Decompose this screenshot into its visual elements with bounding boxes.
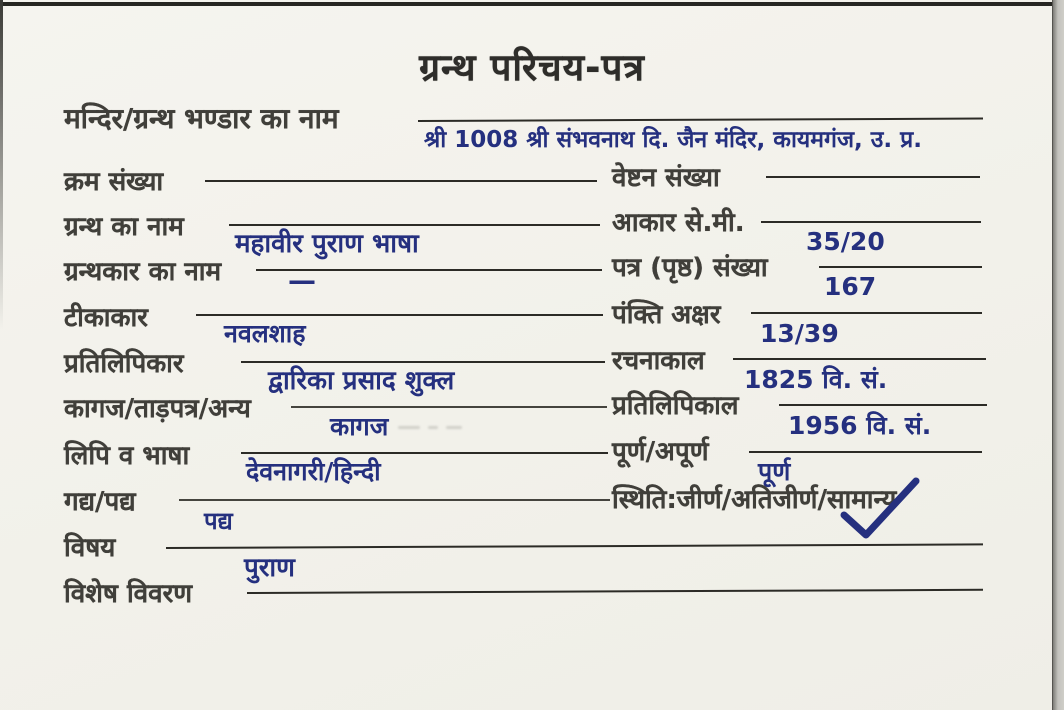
field-value-material: कागज [330,412,389,441]
field-value-copyist: द्वारिका प्रसाद शुक्ल [268,366,455,396]
field-line-subject [166,543,983,549]
field-line-copy-date [779,404,987,406]
field-label-complete-incomplete: पूर्ण/अपूर्ण [612,437,709,467]
field-label-composition-date: रचनाकाल [612,346,705,376]
field-line-special-details [247,589,983,594]
field-label-condition: स्थिति:जीर्ण/अतिजीर्ण/सामान्य [612,485,897,515]
field-line-material [291,406,607,408]
field-label-lines-letters: पंक्ति अक्षर [612,300,721,330]
field-label-size-cm: आकार से.मी. [612,208,745,238]
field-value-page-count: 167 [824,272,877,301]
field-value-size-cm: 35/20 [806,227,885,256]
page-title: ग्रन्थ परिचय-पत्र [419,46,645,89]
field-line-size-cm [761,221,981,223]
field-label-material: कागज/ताड़पत्र/अन्य [64,394,251,424]
field-value-author-name: — [288,264,318,297]
field-value-book-name: महावीर पुराण भाषा [235,229,419,259]
pencil-smudge [398,417,494,429]
field-label-special-details: विशेष विवरण [64,579,193,609]
field-value-temple-bhandar-name: श्री 1008 श्री संभवनाथ दि. जैन मंदिर, कायमगंज, उ. प्र. [424,127,922,153]
field-line-prose-verse [179,499,610,501]
field-value-prose-verse: पद्य [204,507,233,535]
field-label-prose-verse: गद्य/पद्य [64,487,136,517]
field-label-copy-date: प्रतिलिपिकाल [612,391,739,421]
field-line-composition-date [733,358,986,360]
field-line-lines-letters [751,312,982,314]
field-line-bundle-number [766,176,980,178]
field-label-book-name: ग्रन्थ का नाम [64,212,184,242]
field-value-complete-incomplete: पूर्ण [758,457,791,486]
field-value-commentator: नवलशाह [224,319,306,348]
field-line-script-language [241,452,608,454]
check-mark-icon [838,477,922,541]
field-value-lines-letters: 13/39 [760,319,839,348]
field-line-page-count [819,266,982,268]
field-line-complete-incomplete [749,451,982,453]
field-label-page-count: पत्र (पृष्ठ) संख्या [612,253,768,283]
field-value-subject: पुराण [244,553,295,583]
field-label-temple-bhandar-name: मन्दिर/ग्रन्थ भण्डार का नाम [64,102,339,135]
field-value-copy-date: 1956 वि. सं. [788,411,932,440]
field-label-bundle-number: वेष्टन संख्या [612,163,720,193]
field-label-script-language: लिपि व भाषा [64,441,190,471]
scan-right-edge [1052,0,1064,710]
field-label-commentator: टीकाकार [64,303,148,333]
scan-top-edge [0,2,1060,6]
field-line-copyist [241,361,605,363]
field-line-book-name [229,224,600,226]
field-line-commentator [196,314,603,316]
field-label-subject: विषय [64,533,116,563]
field-value-composition-date: 1825 वि. सं. [744,365,888,394]
field-label-copyist: प्रतिलिपिकार [64,349,184,379]
field-label-serial-number: क्रम संख्या [64,167,164,197]
field-line-serial-number [205,180,597,182]
field-value-script-language: देवनागरी/हिन्दी [246,457,381,486]
field-line-temple-bhandar-name [418,118,983,122]
field-label-author-name: ग्रन्थकार का नाम [64,257,222,287]
